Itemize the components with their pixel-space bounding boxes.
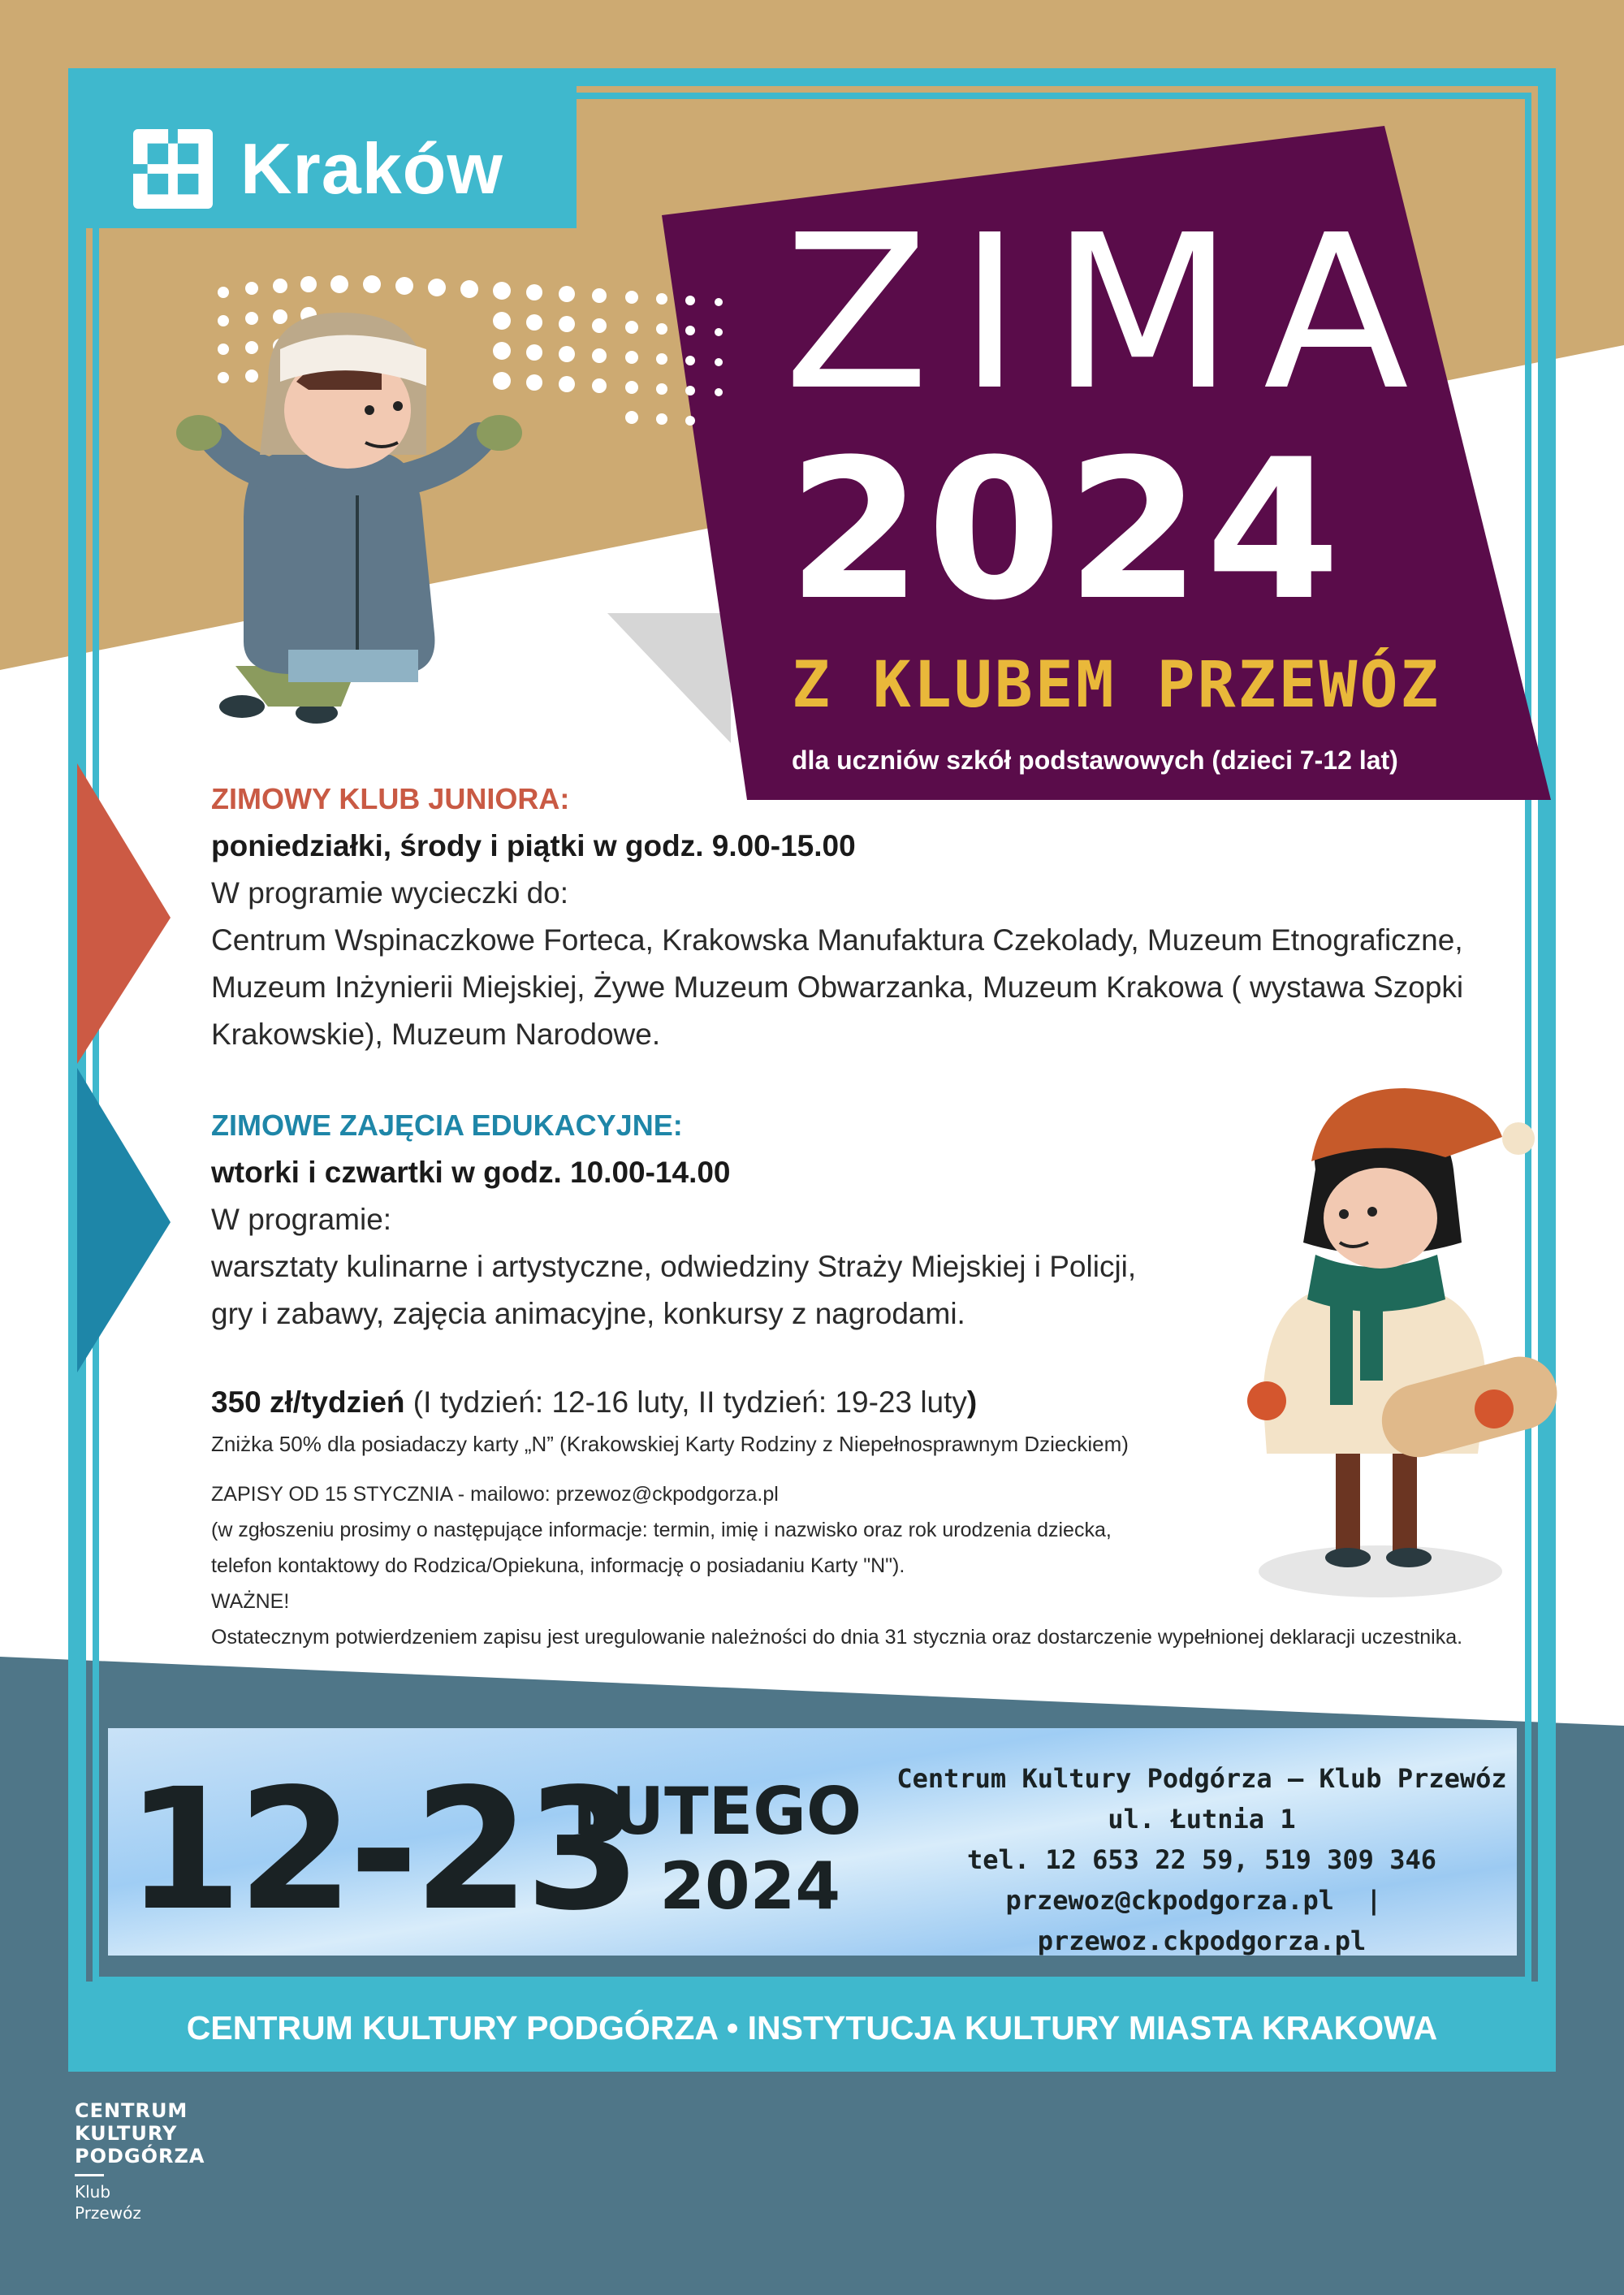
junior-club-intro: W programie wycieczki do:: [211, 876, 569, 910]
pricing-section: [211, 1379, 1267, 1462]
education-heading: ZIMOWE ZAJĘCIA EDUKACYJNE:: [211, 1109, 683, 1142]
registration-line: WAŻNE!: [211, 1590, 290, 1613]
junior-club-heading: ZIMOWY KLUB JUNIORA:: [211, 782, 570, 815]
discount-text: Zniżka 50% dla posiadaczy karty „N” (Krakowskiej Karty Rodziny z Niepełnosprawnym Dzieckiem): [211, 1432, 1129, 1456]
contact-address: ul. Łutnia 1: [1108, 1804, 1296, 1835]
education-line: gry i zabawy, zajęcia animacyjne, konkursy z nagrodami.: [211, 1297, 965, 1330]
contact-web-line: [885, 1880, 1518, 1961]
junior-club-section: [211, 776, 1527, 1058]
club-line: Klub: [75, 2182, 111, 2202]
audience-text: dla uczniów szkół podstawowych (dzieci 7-12 lat): [792, 746, 1398, 775]
education-line: warsztaty kulinarne i artystyczne, odwiedziny Straży Miejskiej i Policji,: [211, 1250, 1137, 1283]
red-arrow: [77, 763, 171, 1064]
education-schedule: wtorki i czwartki w godz. 10.00-14.00: [211, 1156, 731, 1189]
education-intro: W programie:: [211, 1203, 392, 1236]
blue-arrow: [77, 1068, 171, 1372]
date-month: LUTEGO: [572, 1774, 862, 1849]
junior-club-schedule: poniedziałki, środy i piątki w godz. 9.00-15.00: [211, 829, 856, 862]
contact-block: [885, 1758, 1518, 1961]
contact-name: Centrum Kultury Podgórza – Klub Przewóz: [896, 1763, 1507, 1794]
registration-line: Ostatecznym potwierdzeniem zapisu jest uregulowanie należności do dnia 31 stycznia oraz dostarczenie wypełnionej deklaracji uczestnika.: [211, 1626, 1463, 1649]
city-logo: [96, 110, 577, 228]
date-range: 12-23: [126, 1753, 637, 1947]
registration-line: (w zgłoszeniu prosimy o następujące informacje: termin, imię i nazwisko oraz rok urodzenia dziecka,: [211, 1519, 1112, 1541]
shadow-triangle: [607, 613, 731, 743]
ck-logo-line: KULTURY: [75, 2122, 178, 2145]
junior-club-line: Krakowskie), Muzeum Narodowe.: [211, 1018, 661, 1051]
krakow-logo-icon: [133, 129, 213, 209]
junior-club-line: Muzeum Inżynierii Miejskiej, Żywe Muzeum Obwarzanka, Muzeum Krakowa ( wystawa Szopki: [211, 970, 1464, 1004]
registration-line: ZAPISY OD 15 STYCZNIA - mailowo: przewoz@ckpodgorza.pl: [211, 1483, 779, 1506]
city-logo-text: Kraków: [240, 128, 503, 209]
date-year: 2024: [659, 1848, 840, 1924]
ck-logo-line: CENTRUM: [75, 2099, 188, 2122]
junior-club-line: Centrum Wspinaczkowe Forteca, Krakowska Manufaktura Czekolady, Muzeum Etnograficzne,: [211, 923, 1463, 957]
contact-phone: tel. 12 653 22 59, 519 309 346: [967, 1844, 1436, 1875]
contact-email[interactable]: przewoz@ckpodgorza.pl: [1005, 1885, 1335, 1916]
contact-website[interactable]: przewoz.ckpodgorza.pl: [1037, 1925, 1367, 1956]
ck-logo-divider: [75, 2174, 104, 2176]
registration-section: [211, 1476, 1527, 1655]
price-line: [211, 1379, 1267, 1426]
price-weeks-close: ): [966, 1385, 978, 1419]
price-value: 350 zł/tydzień: [211, 1385, 405, 1419]
club-line: Przewóz: [75, 2203, 141, 2223]
price-weeks: (I tydzień: 12-16 luty, II tydzień: 19-23 luty: [404, 1385, 967, 1419]
contact-separator: |: [1366, 1885, 1382, 1916]
ck-logo-line: PODGÓRZA: [75, 2145, 205, 2168]
title-year: 2024: [788, 418, 1345, 643]
date-month-year: [572, 1774, 862, 1924]
footer-band-text: CENTRUM KULTURY PODGÓRZA • INSTYTUCJA KULTURY MIASTA KRAKOWA: [186, 2009, 1438, 2046]
title-subtitle: Z KLUBEM PRZEWÓZ: [792, 649, 1441, 722]
education-section: [211, 1102, 1267, 1338]
title-main: ZIMA: [784, 189, 1439, 437]
ck-podgorza-logo: [75, 2099, 205, 2224]
registration-line: telefon kontaktowy do Rodzica/Opiekuna, informację o posiadaniu Karty "N").: [211, 1554, 905, 1577]
